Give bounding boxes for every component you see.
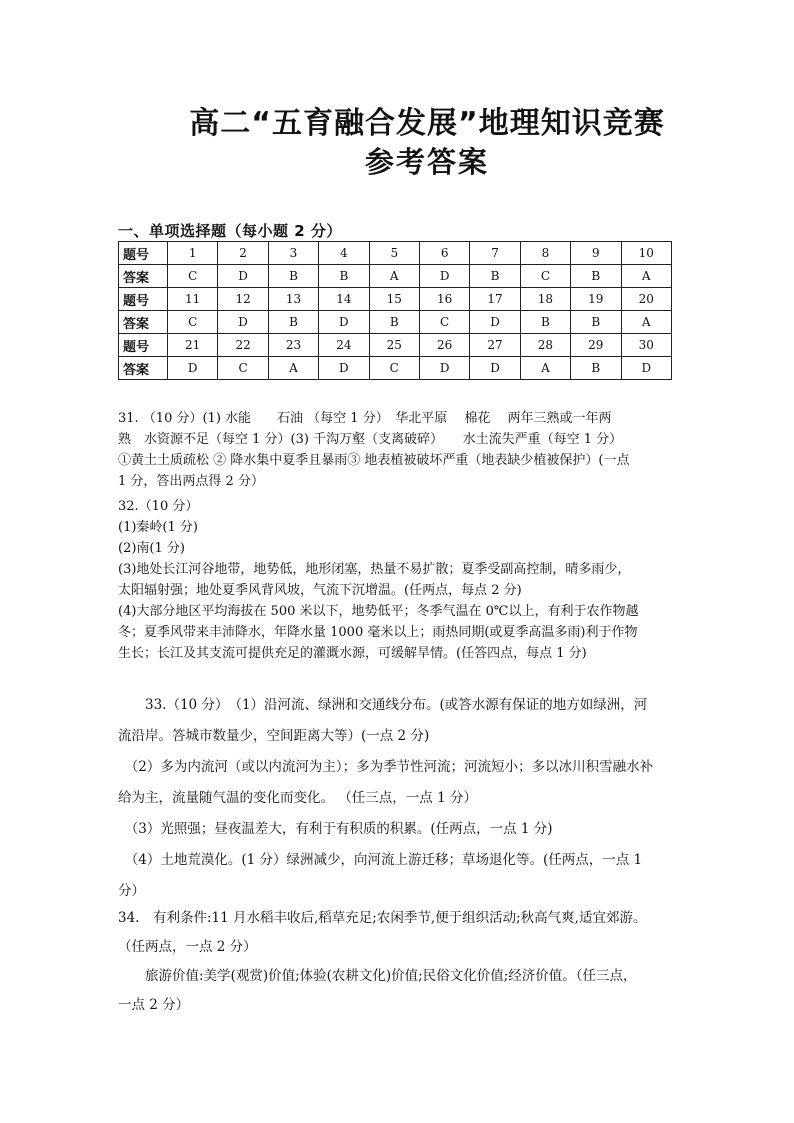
table-cell: D [419,357,469,380]
q31-line: ①黄土土质疏松 ② 降水集中夏季且暴雨③ 地表植被破坏严重（地表缺少植被保护）(一点 [118,453,630,468]
table-cell: 21 [168,334,218,357]
table-cell: 8 [520,242,570,265]
q32-line: (1)秦岭(1 分) [118,520,198,535]
table-row [119,311,672,334]
table-cell: 10 [621,242,671,265]
table-cell: 17 [470,288,520,311]
table-cell: C [218,357,268,380]
question-33-answer [118,690,678,907]
table-cell: 24 [319,334,369,357]
table-cell: A [621,265,671,288]
table-cell: 16 [419,288,469,311]
table-cell: 7 [470,242,520,265]
table-row [119,242,672,265]
table-cell: C [369,357,419,380]
q34-line: 34. 有利条件:11 月水稻丰收后,稻草充足;农闲季节,便于组织活动;秋高气爽,适宜郊游。 [118,910,647,926]
table-cell: D [621,357,671,380]
table-cell: 20 [621,288,671,311]
table-cell: 28 [520,334,570,357]
table-cell: 14 [319,288,369,311]
q32-line: (2)南(1 分) [118,541,185,556]
table-cell: B [268,265,318,288]
question-32-answer [118,496,678,664]
table-cell: 27 [470,334,520,357]
table-cell: 22 [218,334,268,357]
section-heading-multiple-choice: 一、单项选择题（每小题 2 分） [118,222,342,240]
table-cell: C [168,265,218,288]
row-label: 答案 [119,265,168,288]
table-cell: 18 [520,288,570,311]
table-row [119,334,672,357]
table-cell: B [268,311,318,334]
q33-line: 流沿岸。答城市数量少，空间距离大等）(一点 2 分) [118,728,430,744]
table-cell: 9 [571,242,621,265]
q32-line: 太阳辐射强；地处夏季风背风坡，气流下沉增温。(任两点，每点 2 分) [118,583,522,598]
q34-line: 旅游价值:美学(观赏)价值;体验(农耕文化)价值;民俗文化价值;经济价值。（任三点， [118,968,637,984]
row-label: 答案 [119,311,168,334]
page-title: 高二“五育融合发展”地理知识竞赛 [189,106,665,141]
table-cell: 5 [369,242,419,265]
table-cell: B [571,265,621,288]
table-cell: 23 [268,334,318,357]
table-cell: B [571,311,621,334]
table-row [119,265,672,288]
q34-line: 一点 2 分） [118,997,190,1013]
q31-line: 31. （10 分）(1) 水能 石油 （每空 1 分） 华北平原 棉花 两年三熟或一年两 [118,411,612,426]
table-cell: 1 [168,242,218,265]
table-cell: 11 [168,288,218,311]
table-cell: 3 [268,242,318,265]
row-label: 答案 [119,357,168,380]
table-cell: B [470,265,520,288]
q33-line: （3）光照强；昼夜温差大，有利于有积质的积累。(任两点，一点 1 分) [118,821,553,837]
table-cell: D [218,265,268,288]
table-cell: A [520,357,570,380]
table-cell: B [369,311,419,334]
table-row [119,357,672,380]
table-cell: D [470,357,520,380]
q31-line: 1 分，答出两点得 2 分） [118,474,264,489]
q32-line: 生长；长江及其支流可提供充足的灌溉水源，可缓解旱情。(任答四点，每点 1 分) [118,646,587,661]
q33-line: 给为主，流量随气温的变化而变化。 （任三点，一点 1 分） [118,790,477,806]
table-cell: C [168,311,218,334]
table-cell: D [319,311,369,334]
table-cell: A [621,311,671,334]
table-cell: C [520,265,570,288]
row-label: 题号 [119,334,168,357]
table-cell: C [419,311,469,334]
q33-line: （4）土地荒漠化。(1 分）绿洲减少，向河流上游迁移；草场退化等。(任两点，一点 1 [118,852,643,868]
answer-table [118,241,672,380]
table-cell: 29 [571,334,621,357]
question-31-answer [118,408,678,492]
q33-line: （2）多为内流河（或以内流河为主）；多为季节性河流；河流短小；多以冰川积雪融水补 [118,759,654,775]
table-cell: D [218,311,268,334]
table-cell: 15 [369,288,419,311]
table-cell: D [419,265,469,288]
table-cell: B [319,265,369,288]
table-cell: 25 [369,334,419,357]
table-cell: B [571,357,621,380]
table-cell: 26 [419,334,469,357]
q32-line: (4)大部分地区平均海拔在 500 米以下，地势低平；冬季气温在 0℃以上，有利于农作物越 [118,604,639,619]
table-cell: 12 [218,288,268,311]
row-label: 题号 [119,242,168,265]
table-cell: D [168,357,218,380]
q33-line: 分） [118,883,145,899]
table-row [119,288,672,311]
q33-line: 33.（10 分） （1）沿河流、绿洲和交通线分布。(或答水源有保证的地方如绿洲，河 [118,697,648,713]
table-cell: B [520,311,570,334]
q32-line: 冬；夏季风带来丰沛降水，年降水量 1000 毫米以上；雨热同期(或夏季高温多雨)利于作物 [118,625,638,640]
q32-line: (3)地处长江河谷地带，地势低，地形闭塞，热量不易扩散；夏季受副高控制，晴多雨少， [118,562,631,577]
table-cell: A [369,265,419,288]
question-34-answer [118,904,678,1020]
q34-line: （任两点，一点 2 分） [118,939,257,955]
row-label: 题号 [119,288,168,311]
table-cell: 4 [319,242,369,265]
table-cell: D [319,357,369,380]
table-cell: 6 [419,242,469,265]
q32-line: 32.（10 分） [118,499,199,514]
table-cell: 30 [621,334,671,357]
table-cell: 19 [571,288,621,311]
table-cell: 2 [218,242,268,265]
table-cell: A [268,357,318,380]
table-cell: 13 [268,288,318,311]
page-subtitle: 参考答案 [364,145,489,179]
q31-line: 熟 水资源不足（每空 1 分）(3) 千沟万壑（支离破碎） 水土流失严重（每空 1 分） [118,432,623,447]
table-cell: D [470,311,520,334]
